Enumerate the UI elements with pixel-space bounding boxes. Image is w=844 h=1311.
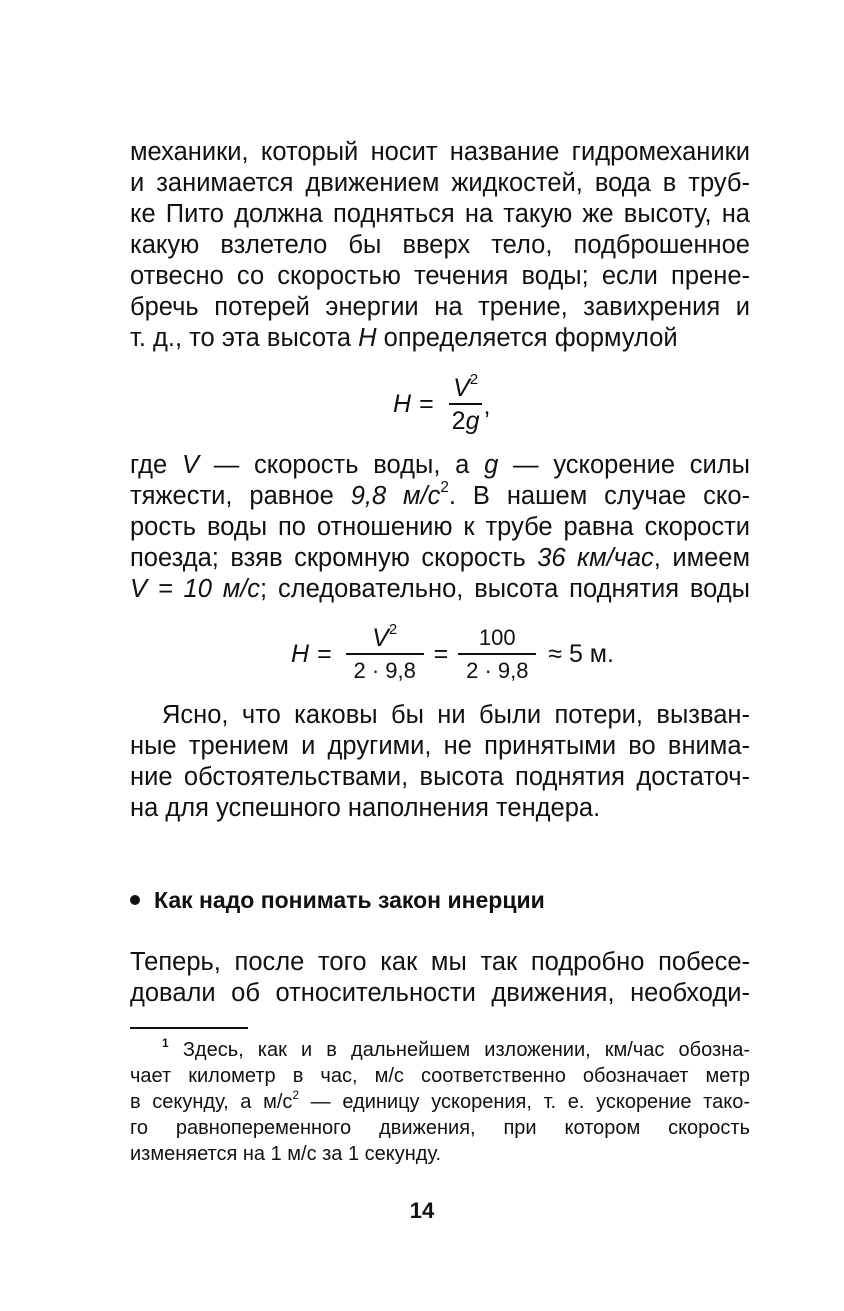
- fraction: [346, 621, 424, 683]
- paragraph-conclusion: [130, 700, 750, 824]
- text-line: [130, 323, 750, 354]
- footnote: [130, 1037, 750, 1167]
- fraction-denominator: 2 · 9,8: [466, 658, 529, 683]
- text-line: изменяется на 1 м/с за 1 секунду.: [130, 1143, 442, 1165]
- text-line: довали об относительности движения, необходи-: [130, 979, 750, 1007]
- fraction-denominator: 2 · 9,8: [353, 658, 416, 683]
- page-number: 14: [409, 1198, 435, 1223]
- formula-lhs: H: [393, 390, 412, 418]
- fraction-numerator: [346, 621, 424, 655]
- text-fragment: в секунду, а м/с: [130, 1091, 293, 1113]
- formula-height-result: [291, 621, 614, 683]
- variable-h: H: [358, 324, 377, 352]
- text-line: бречь потерей энергии на трение, завихрения и: [130, 293, 750, 321]
- text-line: [130, 1037, 750, 1063]
- text-fragment: — скорость воды, а: [199, 451, 485, 479]
- exponent: 2: [469, 371, 479, 389]
- text-line: го равнопеременного движения, при котором скорость: [130, 1117, 750, 1139]
- text-line: [130, 450, 750, 481]
- footnote-marker: 1: [162, 1035, 169, 1050]
- fraction-denominator: [448, 405, 484, 433]
- fraction: [448, 371, 484, 435]
- train-speed-value: 36 км/час: [537, 544, 654, 572]
- text-line: и занимается движением жидкостей, вода в труб-: [130, 169, 750, 197]
- text-fragment: где: [130, 451, 182, 479]
- equals-sign: =: [317, 640, 332, 668]
- text-fragment: т. д., то эта высота: [130, 324, 359, 352]
- fraction: [458, 626, 536, 683]
- text-fragment: Здесь, как и в дальнейшем изложении, км/час обозна-: [168, 1039, 750, 1061]
- paragraph-speed: [130, 450, 750, 605]
- text-line: [130, 543, 750, 574]
- paragraph-hydromechanics: [130, 137, 750, 354]
- exponent: 2: [292, 1087, 300, 1102]
- text-line: чает километр в час, м/с соответственно обозначает метр: [130, 1065, 750, 1087]
- gravity-value: 9,8 м/с: [350, 482, 441, 510]
- text-line: [130, 574, 750, 605]
- formula-lhs: H: [291, 640, 310, 668]
- exponent: 2: [388, 621, 398, 639]
- text-fragment: — ускорение силы: [498, 451, 750, 479]
- text-line: ке Пито должна подняться на такую же высоту, на: [130, 200, 750, 228]
- text-line: механики, который носит название гидромеханики: [130, 138, 750, 166]
- text-line: какую взлетело бы вверх тело, подброшенное: [130, 231, 750, 259]
- text-line: [130, 1089, 750, 1115]
- paragraph-inertia-intro: [130, 947, 750, 1009]
- variable-v: V: [372, 624, 389, 652]
- variable-v: V: [453, 374, 470, 402]
- text-line: ные трением и другими, не принятыми во внима-: [130, 732, 750, 760]
- variable-g: g: [484, 451, 499, 479]
- text-fragment: ; следовательно, высота поднятия воды: [260, 575, 750, 603]
- footnote-separator: [130, 1027, 248, 1029]
- text-line: отвесно со скоростью течения воды; если прене-: [130, 262, 750, 290]
- text-line: Теперь, после того как мы так подробно побесе-: [130, 948, 750, 976]
- approx-result: ≈ 5 м.: [548, 640, 614, 668]
- bullet-icon: [130, 895, 140, 905]
- fraction-numerator: [449, 371, 482, 405]
- section-heading-text: Как надо понимать закон инерции: [154, 887, 545, 913]
- text-fragment: тяжести, равное: [130, 482, 351, 510]
- comma: ,: [483, 392, 491, 420]
- text-fragment: . В нашем случае ско-: [448, 482, 750, 510]
- variable-v: V: [181, 451, 199, 479]
- variable-g: g: [465, 407, 480, 435]
- text-line: на для успешного наполнения тендера.: [130, 794, 601, 822]
- section-heading: [130, 885, 545, 915]
- text-line: рость воды по отношению к трубе равна скорости: [130, 513, 750, 541]
- text-line: ние обстоятельствами, высота поднятия достаточ-: [130, 763, 750, 791]
- equals-sign: =: [419, 390, 434, 418]
- fraction-numerator: 100: [458, 626, 536, 655]
- exponent: 2: [440, 479, 449, 497]
- text-fragment: — единицу ускорения, т. е. ускорение тако-: [299, 1091, 750, 1113]
- coefficient: 2: [451, 407, 466, 435]
- equals-sign: =: [433, 640, 449, 668]
- velocity-value: V = 10 м/с: [130, 575, 261, 603]
- text-fragment: , имеем: [653, 544, 751, 572]
- text-line: [130, 481, 750, 512]
- text-line: Ясно, что каковы бы ни были потери, вызван-: [162, 701, 750, 729]
- formula-height: [393, 371, 491, 435]
- text-fragment: определяется формулой: [376, 324, 678, 352]
- text-fragment: поезда; взяв скромную скорость: [130, 544, 538, 572]
